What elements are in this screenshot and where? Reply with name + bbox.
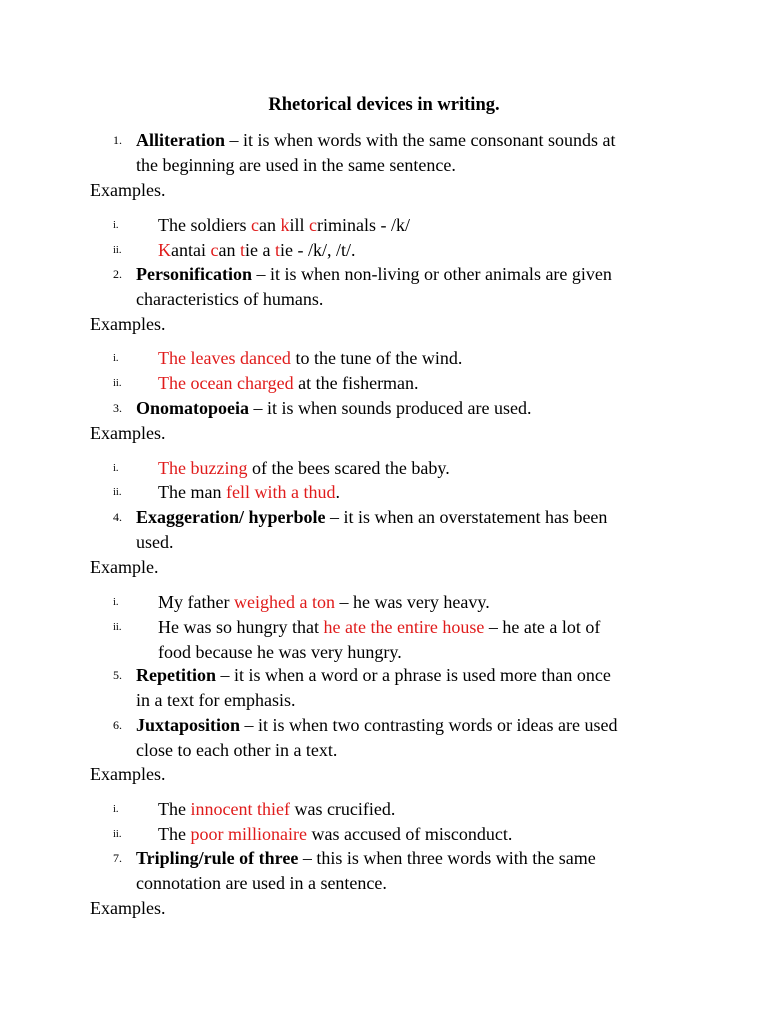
example-text: to the tune of the wind. [290,348,463,368]
highlighted-text: innocent thief [190,799,290,819]
example-text: . [335,482,340,502]
example-item [158,346,462,371]
example-item [158,456,450,481]
definition-text: – it is when an overstatement has been [325,507,608,527]
definition-continuation: connotation are used in a sentence. [136,873,387,893]
example-text: at the fisherman. [293,373,419,393]
roman-numeral: ii. [113,829,122,840]
definition-line [136,846,596,871]
example-item [158,590,490,615]
example-text: My father [158,592,234,612]
example-text: The [158,799,191,819]
examples-label: Examples. [90,314,166,334]
definition-continuation: characteristics of humans. [136,289,324,309]
definition-line [136,128,615,153]
page-title: Rhetorical devices in writing. [268,95,500,115]
device-term: Tripling/rule of three [136,848,299,868]
highlighted-text: c [210,240,219,260]
list-number: 7. [113,851,122,865]
list-number: 5. [113,668,122,682]
example-item [158,238,356,263]
highlighted-text: t [239,240,245,260]
examples-label: Examples. [90,423,166,443]
roman-numeral: ii. [113,378,122,389]
highlighted-text: K [158,240,171,260]
example-text: The soldiers [158,215,251,235]
device-term: Personification [136,264,252,284]
example-text: of the bees scared the baby. [247,458,450,478]
example-text: The [158,824,191,844]
example-continuation: food because he was very hungry. [158,642,402,662]
highlighted-text: t [274,240,280,260]
list-number: 1. [113,133,122,147]
example-text: He was so hungry that [158,617,324,637]
roman-numeral: i. [113,804,119,815]
definition-text: – it is when a word or a phrase is used more than once [216,665,611,685]
highlighted-text: The leaves danced [158,348,291,368]
example-item [158,371,419,396]
definition-line [136,713,617,738]
roman-numeral: ii. [113,622,122,633]
highlighted-text: c [309,215,317,235]
example-text: was accused of misconduct. [306,824,513,844]
definition-continuation: in a text for emphasis. [136,690,296,710]
example-text: an [258,215,281,235]
list-number: 2. [113,267,122,281]
roman-numeral: i. [113,353,119,364]
example-item [158,822,512,847]
definition-line [136,396,531,421]
example-text: antai [171,240,211,260]
device-term: Exaggeration/ hyperbole [136,507,326,527]
example-item [158,615,600,640]
example-text: an [218,240,240,260]
examples-label: Examples. [90,180,166,200]
highlighted-text: poor millionaire [190,824,307,844]
example-text: ill [289,215,309,235]
definition-line [136,505,607,530]
definition-text: – this is when three words with the same [298,848,596,868]
definition-continuation: the beginning are used in the same sentence. [136,155,456,175]
roman-numeral: ii. [113,487,122,498]
example-text: riminals - /k/ [317,215,410,235]
list-number: 4. [113,510,122,524]
list-number: 6. [113,718,122,732]
definition-line [136,262,612,287]
highlighted-text: The ocean charged [158,373,294,393]
example-text: was crucified. [289,799,396,819]
example-text: – he ate a lot of [484,617,601,637]
definition-text: – it is when sounds produced are used. [249,398,532,418]
definition-text: – it is when two contrasting words or ideas are used [240,715,618,735]
examples-label: Examples. [90,764,166,784]
device-term: Juxtaposition [136,715,241,735]
definition-line [136,663,611,688]
roman-numeral: i. [113,220,119,231]
device-term: Alliteration [136,130,225,150]
highlighted-text: c [250,215,259,235]
example-text: – he was very heavy. [334,592,490,612]
definition-continuation: used. [136,532,174,552]
examples-label: Example. [90,557,159,577]
device-term: Onomatopoeia [136,398,250,418]
definition-text: – it is when words with the same consonant sounds at [224,130,616,150]
example-item [158,480,340,505]
device-term: Repetition [136,665,216,685]
list-number: 3. [113,401,122,415]
example-text: ie - /k/, /t/. [280,240,356,260]
example-text: The man [158,482,226,502]
roman-numeral: i. [113,463,119,474]
definition-continuation: close to each other in a text. [136,740,338,760]
roman-numeral: i. [113,597,119,608]
highlighted-text: The buzzing [158,458,248,478]
highlighted-text: fell with a thud [225,482,336,502]
example-text: ie a [245,240,275,260]
definition-text: – it is when non-living or other animals are given [251,264,612,284]
highlighted-text: weighed a ton [233,592,335,612]
examples-label: Examples. [90,898,166,918]
highlighted-text: he ate the entire house [323,617,485,637]
highlighted-text: k [280,215,290,235]
example-item [158,213,410,238]
example-item [158,797,395,822]
roman-numeral: ii. [113,245,122,256]
